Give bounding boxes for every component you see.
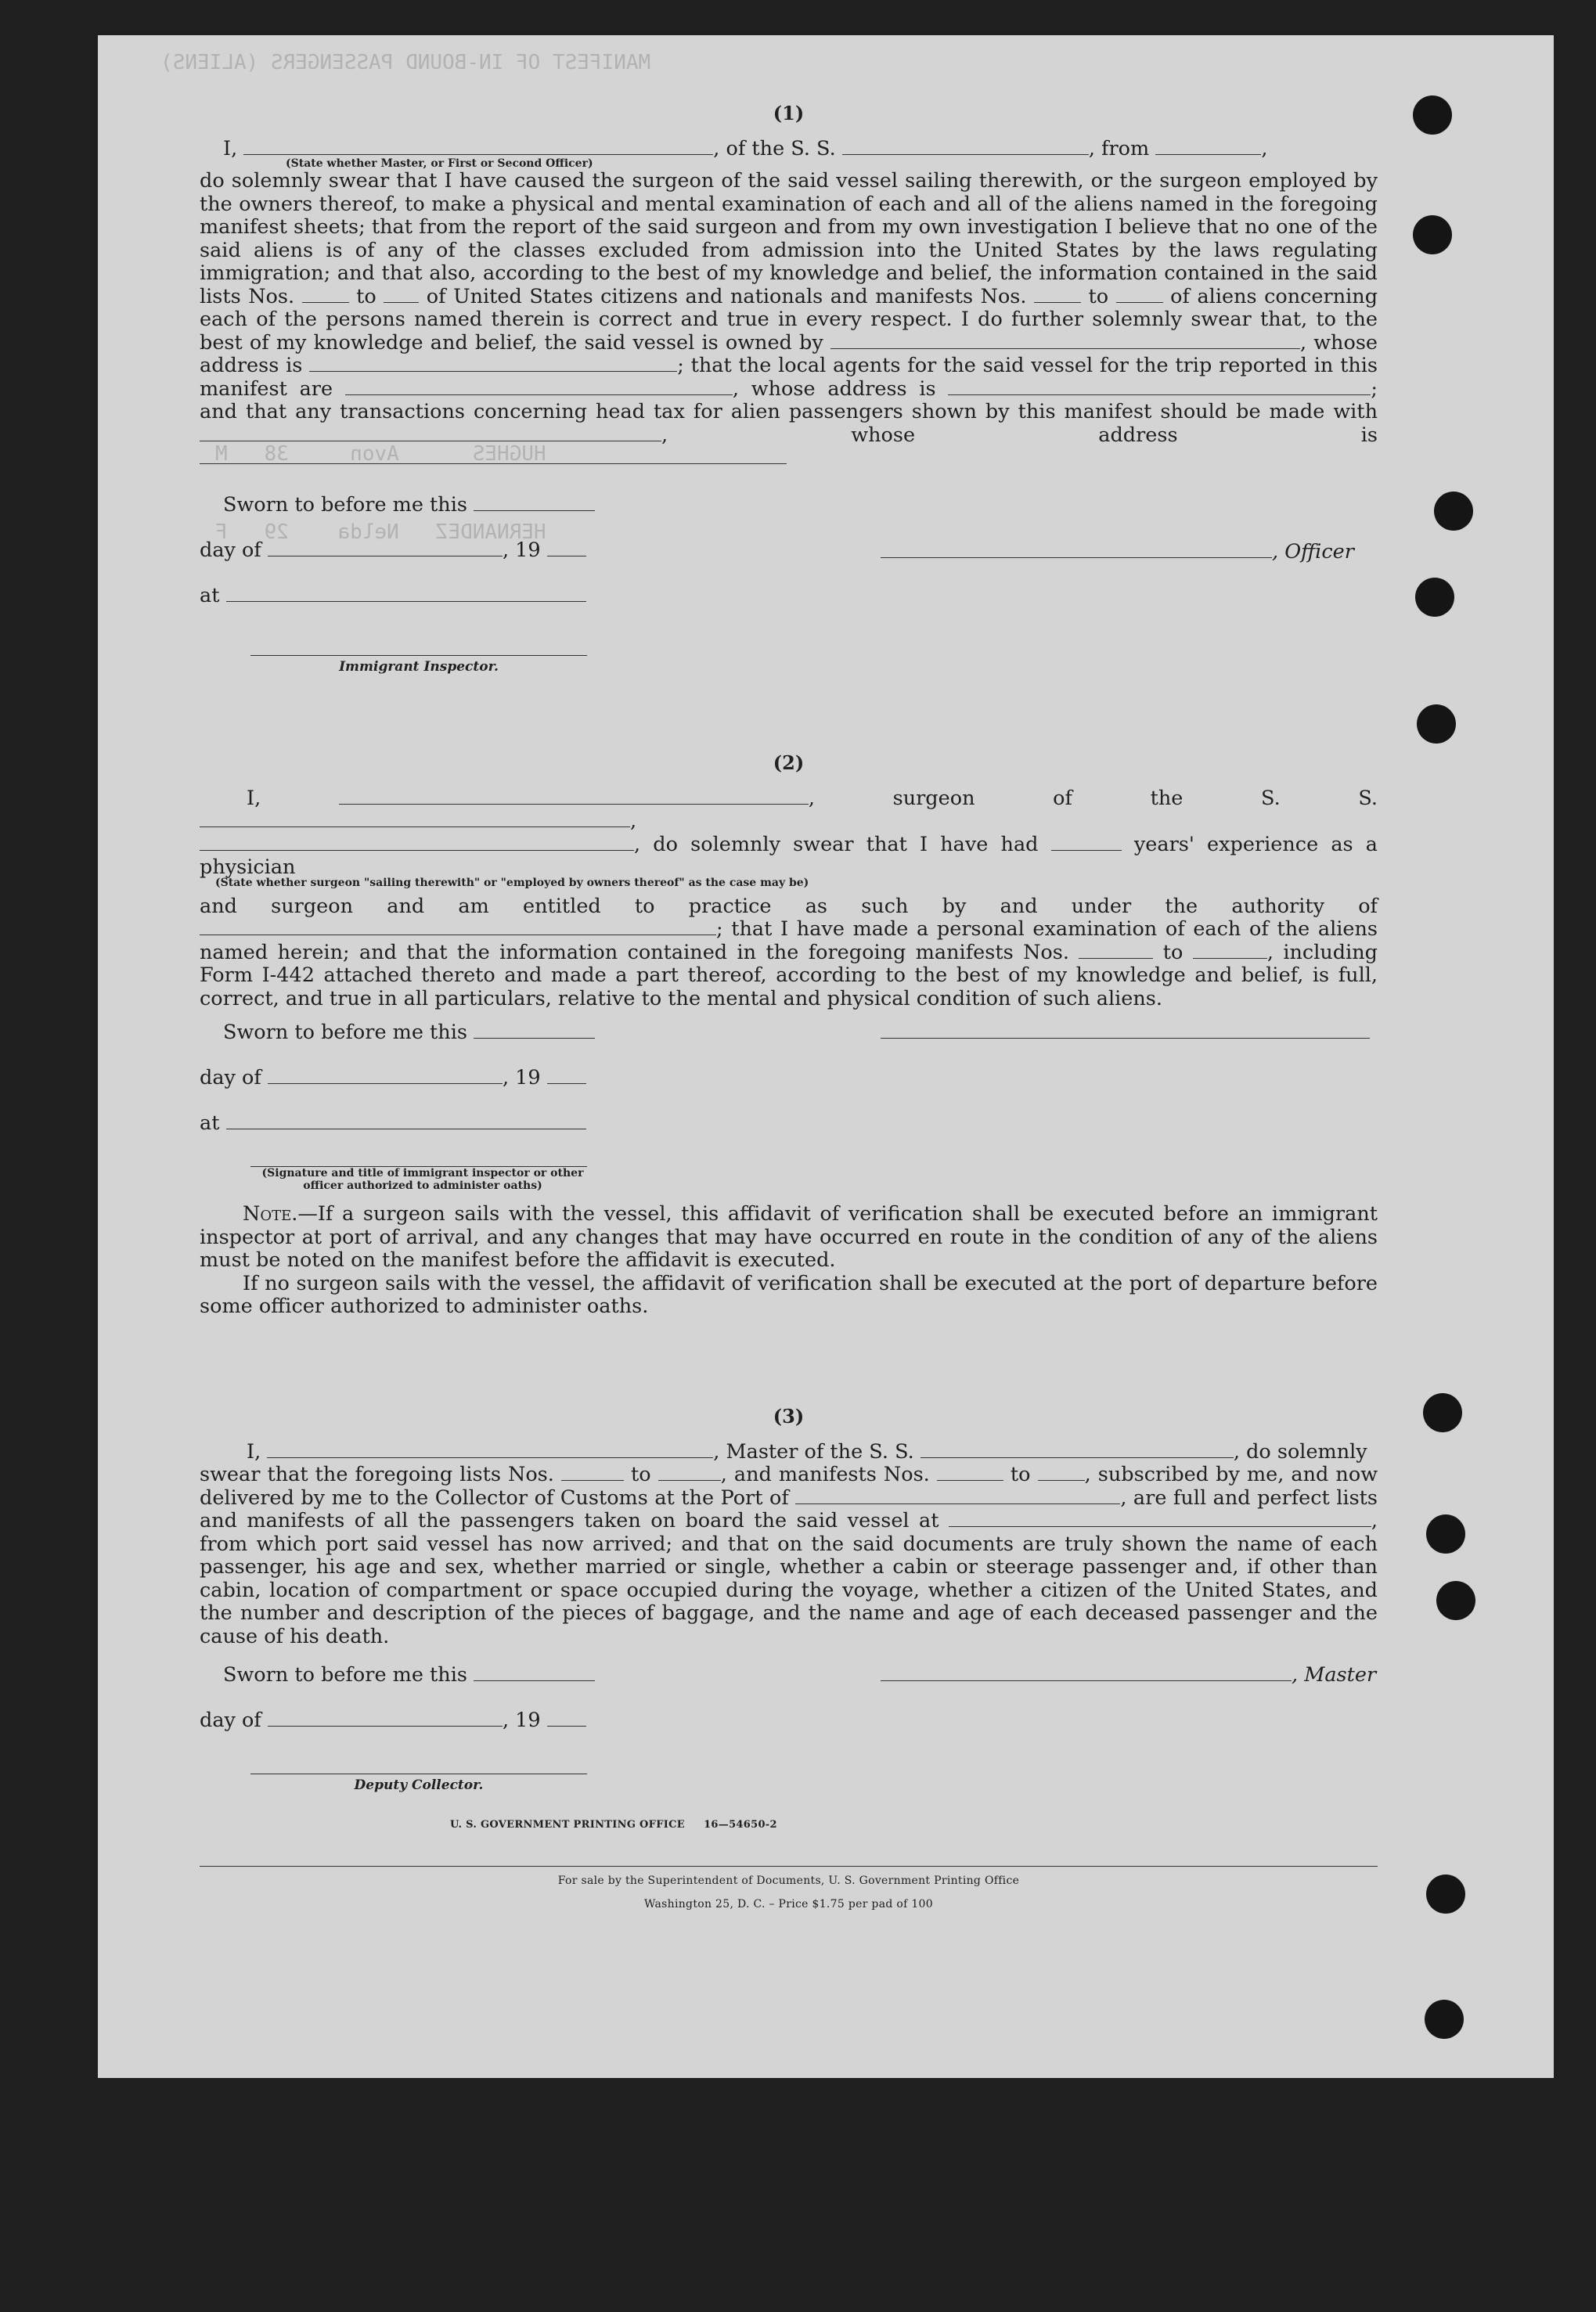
section-number: (2): [773, 751, 805, 774]
head-tax-text: ; and that any transactions concerning head tax for alien passengers shown by this manifest should be made with: [200, 376, 1378, 423]
sworn-label: Sworn to before me this: [223, 1663, 467, 1687]
footer-rule: [200, 1866, 1378, 1867]
label-to: to: [1010, 1463, 1031, 1486]
note-label: Note.: [243, 1202, 298, 1226]
citizens-text: of United States citizens and nationals and manifests Nos.: [426, 284, 1027, 308]
binder-hole: [1415, 578, 1454, 617]
lists-to-field[interactable]: [658, 1464, 721, 1481]
officer-signature-field[interactable]: [881, 542, 1272, 558]
sworn-place-field[interactable]: [226, 1113, 586, 1129]
years-field[interactable]: [1051, 834, 1122, 851]
agents-address-field[interactable]: [948, 379, 1371, 395]
manifests-all-text: manifests of all the passengers taken on board the said vessel at: [247, 1509, 939, 1532]
label-whose-address: , whose address is: [200, 330, 1378, 377]
sworn-year-field[interactable]: [547, 540, 586, 556]
authority-field[interactable]: [200, 919, 716, 935]
sworn-day-field[interactable]: [474, 495, 595, 511]
show-through-ghost: HUGHES Avon 38 M: [215, 442, 546, 466]
from-which-text: , from which: [200, 1509, 1378, 1556]
section-1: (1) I, , of the S. S. , from , (State whether Master, or First or Second Officer) do solemnly swear that I have caused the surgeon of the said vessel sailing therewith, or the surgeon employed by the owners thereof, to make a physical and mental examination of each and all of the aliens named in the foregoing manifest sheets; that from the report of the said surgeon and from my own investigation I believe that no one of the said aliens is of any of the classes excluded from admission into the United States by the laws regulating immigration; and that also, according to the best of my knowledge and belief, the information contained in the said lists Nos. to of United States citizens and nationals and manifests Nos. to of aliens concerning each of the persons named therein is correct and true in every respect. I do further solemnly swear that, to the best of my knowledge and belief, the said vessel is owned by , whose address is ; that the local agents for the said vessel for the trip reported in this manifest are , whose address is ; and that any transactions concerning head tax for alien passengers shown by this manifest should be made with , whose address is Sworn to before me this day of , 19 at , Officer Immigrant Inspector.: [200, 102, 1378, 679]
gpo-imprint: U. S. GOVERNMENT PRINTING OFFICE 16—54650-2: [450, 1818, 777, 1831]
label-whose-address: , whose address is: [661, 423, 1378, 447]
manifests-from-field[interactable]: [937, 1464, 1003, 1481]
label-to: to: [631, 1463, 651, 1486]
label-i: I,: [223, 136, 238, 160]
sale-notice-line-1: For sale by the Superintendent of Documents, U. S. Government Printing Office: [557, 1874, 1020, 1887]
section-number: (1): [773, 102, 805, 124]
surgeon-signature-field[interactable]: [881, 1022, 1370, 1039]
signature-caption: (Signature and title of immigrant inspector or other officer authorized to administer oaths): [261, 1167, 584, 1192]
surgeon-caption: (State whether surgeon "sailing therewith" or "employed by owners thereof" as the case may be): [215, 876, 809, 889]
binder-hole: [1426, 1514, 1465, 1554]
officer-label: , Officer: [1272, 539, 1354, 564]
sworn-month-field[interactable]: [268, 540, 503, 556]
label-whose-address: whose address is: [751, 376, 936, 401]
show-through-ghost: MANIFEST OF IN-BOUND PASSENGERS (ALIENS): [160, 51, 651, 74]
binder-hole: [1423, 1393, 1462, 1432]
day-of-label: day of: [200, 1066, 261, 1089]
surgeon-body-2: , including Form I-442 attached thereto and made a part thereof, according to the best of my knowledge and belief, is full, correct, and true in all particulars, relative to the mental and physical condition of such aliens.: [200, 940, 1378, 1010]
at-label: at: [200, 1111, 220, 1135]
label-from: , from: [1088, 136, 1150, 160]
officer-name-field[interactable]: [243, 139, 713, 155]
note-text-1: —If a surgeon sails with the vessel, this affidavit of verification shall be executed before an immigrant inspector at port of arrival, and any changes that may have occurred en route in the condition of any of the aliens must be noted on the manifest before the affidavit is executed.: [200, 1202, 1378, 1272]
surgeon-status-field[interactable]: [200, 834, 634, 851]
binder-hole: [1426, 1874, 1465, 1914]
delivered-text: delivered by me to the Collector of Customs at the Port of: [200, 1486, 789, 1510]
port-of-field[interactable]: [795, 1488, 1120, 1504]
affidavit-body: do solemnly swear that I have caused the surgeon of the said vessel sailing therewith, or the surgeon employed by the owners thereof, to make a physical and mental examination of each and all of the aliens named in the foregoing manifest sheets; that from the report of the said surgeon and from my own investigation I believe that no one of the said aliens is of any of the classes excluded from admission into the United States by the laws regulating immigration; and that also, according to the best of my knowledge and belief, the information contained in the said lists Nos.: [200, 169, 1378, 308]
binder-hole: [1413, 215, 1452, 254]
lists-to-field[interactable]: [384, 286, 419, 303]
agents-field[interactable]: [345, 379, 733, 395]
master-label: , Master: [1292, 1663, 1377, 1687]
from-port-field[interactable]: [1155, 139, 1261, 155]
sworn-label: Sworn to before me this: [223, 492, 467, 517]
surgeon-body-1: that I have made a personal examination of each of the aliens named herein; and that the information contained in the foregoing manifests Nos.: [200, 917, 1378, 964]
sale-notice-line-2: Washington 25, D. C. – Price $1.75 per pad of 100: [644, 1897, 933, 1910]
section-2: (2) I, , surgeon of the S. S. , , do solemnly swear that I have had years' experience as a physician (State whether surgeon "sailing therewith" or "employed by owners thereof" as the case may be) and surgeon and am entitled to practice as such by and under the authority of ; that I have made a personal examination of each of the aliens named herein; and that the information contained in the foregoing manifests Nos. to , including Form I-442 attached thereto and made a part thereof, according to the best of my knowledge and belief, is full, correct, and true in all particulars, relative to the mental and physical condition of such aliens. Sworn to before me this day of , 19 at (Signature and title of immigrant inspector or other officer authorized to administer oaths) Note.—If a surgeon sails with the vessel, this affidavit of verification shall be executed before an immigrant inspector at port of arrival, and any changes that may have occurred en route in the condition of any of the aliens must be noted on the manifest before the affidavit is executed. If no surgeon sails with the vessel, the affidavit of verification shall be executed at the port of departure before some officer authorized to administer oaths.: [200, 751, 1378, 1318]
and-manifests-text: , and manifests Nos.: [720, 1463, 930, 1486]
master-body: port said vessel has now arrived; and that on the said documents are truly shown the name of each passenger, his age and sex, whether married or single, whether a cabin or steerage passenger and, if other than cabin, location of compartment or space occupied during the voyage, whether a citizen of the United States, and the number and description of the pieces of baggage, and the name and age of each deceased passenger and the cause of his death.: [200, 1532, 1378, 1648]
owner-address-field[interactable]: [309, 355, 677, 372]
label-i: I,: [247, 1439, 261, 1464]
master-name-field[interactable]: [267, 1442, 713, 1458]
label-to: to: [1162, 940, 1183, 964]
sworn-year-field[interactable]: [547, 1068, 586, 1084]
day-of-label: day of: [200, 538, 261, 562]
surgeon-manifests-to-field[interactable]: [1193, 942, 1267, 959]
master-signature-field[interactable]: [881, 1665, 1292, 1681]
surgeon-name-field[interactable]: [339, 788, 809, 805]
boarding-port-field[interactable]: [949, 1511, 1371, 1527]
label-to: to: [1088, 284, 1109, 308]
at-label: at: [200, 583, 220, 607]
sworn-day-field[interactable]: [474, 1665, 595, 1681]
head-tax-address-field[interactable]: [200, 448, 787, 464]
vessel-name-field[interactable]: [842, 139, 1089, 155]
master-caption: (State whether Master, or First or Second Officer): [286, 157, 593, 170]
label-of-ss: , of the S. S.: [713, 136, 836, 160]
lists-from-field[interactable]: [302, 286, 349, 303]
binder-hole: [1436, 1581, 1475, 1620]
surgeon-manifests-from-field[interactable]: [1079, 942, 1153, 959]
label-to: to: [356, 284, 376, 308]
sworn-place-field[interactable]: [226, 585, 586, 602]
do-solemnly-text: , do solemnly: [1233, 1439, 1367, 1464]
lists-from-field[interactable]: [561, 1464, 624, 1481]
swear-lists-text: swear that the foregoing lists Nos.: [200, 1463, 554, 1486]
year-label: , 19: [502, 1709, 541, 1732]
binder-hole: [1413, 95, 1452, 135]
head-tax-party-field[interactable]: [200, 425, 661, 441]
show-through-ghost: HERNANDEZ Nelda 29 F: [215, 520, 546, 544]
sworn-month-field[interactable]: [268, 1710, 503, 1727]
year-label: , 19: [502, 1066, 541, 1089]
surgeon-of-label: , surgeon of the S. S.: [808, 786, 1378, 810]
deputy-caption: Deputy Collector.: [354, 1777, 484, 1793]
master-of-label: , Master of the S. S.: [713, 1439, 914, 1464]
sworn-label: Sworn to before me this: [223, 1021, 467, 1044]
full-perfect-text: , are full and perfect lists and: [200, 1486, 1378, 1532]
sworn-month-field[interactable]: [268, 1068, 503, 1084]
manifests-to-field[interactable]: [1116, 286, 1163, 303]
inspector-caption: Immigrant Inspector.: [339, 658, 499, 675]
sworn-year-field[interactable]: [547, 1710, 586, 1727]
sworn-day-field[interactable]: [474, 1022, 595, 1039]
label-i: I,: [247, 786, 261, 810]
manifests-from-field[interactable]: [1034, 286, 1081, 303]
agents-text: that the local agents for the said vessel for the trip reported in this manifest are: [200, 354, 1378, 401]
day-of-label: day of: [200, 1709, 261, 1732]
year-label: , 19: [502, 538, 541, 562]
authority-text: and surgeon and am entitled to practice as such by and under the authority of: [200, 894, 1378, 918]
binder-hole: [1425, 2000, 1464, 2039]
binder-hole: [1417, 704, 1456, 744]
aliens-concerning-text: of aliens concerning each of the persons named therein is correct and true in every respect. I do further solemnly swear that, to the best of my knowledge and belief, the said vessel is owned by: [200, 284, 1378, 355]
section-3: [200, 1405, 1378, 1916]
years-text: years' experience as a physician: [200, 832, 1378, 879]
subscribed-text: , subscribed by me, and now: [1084, 1463, 1378, 1486]
manifests-to-field[interactable]: [1038, 1464, 1085, 1481]
note-text-2: If no surgeon sails with the vessel, the affidavit of verification shall be executed at the port of departure before some officer authorized to administer oaths.: [200, 1271, 1378, 1318]
section-number: (3): [773, 1405, 805, 1428]
swear-text: , do solemnly swear that I have had: [634, 832, 1039, 856]
binder-hole: [1434, 492, 1473, 531]
owner-field[interactable]: [830, 333, 1300, 349]
master-vessel-field[interactable]: [920, 1442, 1234, 1458]
document-page: [98, 35, 1554, 2078]
surgeon-vessel-field[interactable]: [200, 811, 630, 827]
